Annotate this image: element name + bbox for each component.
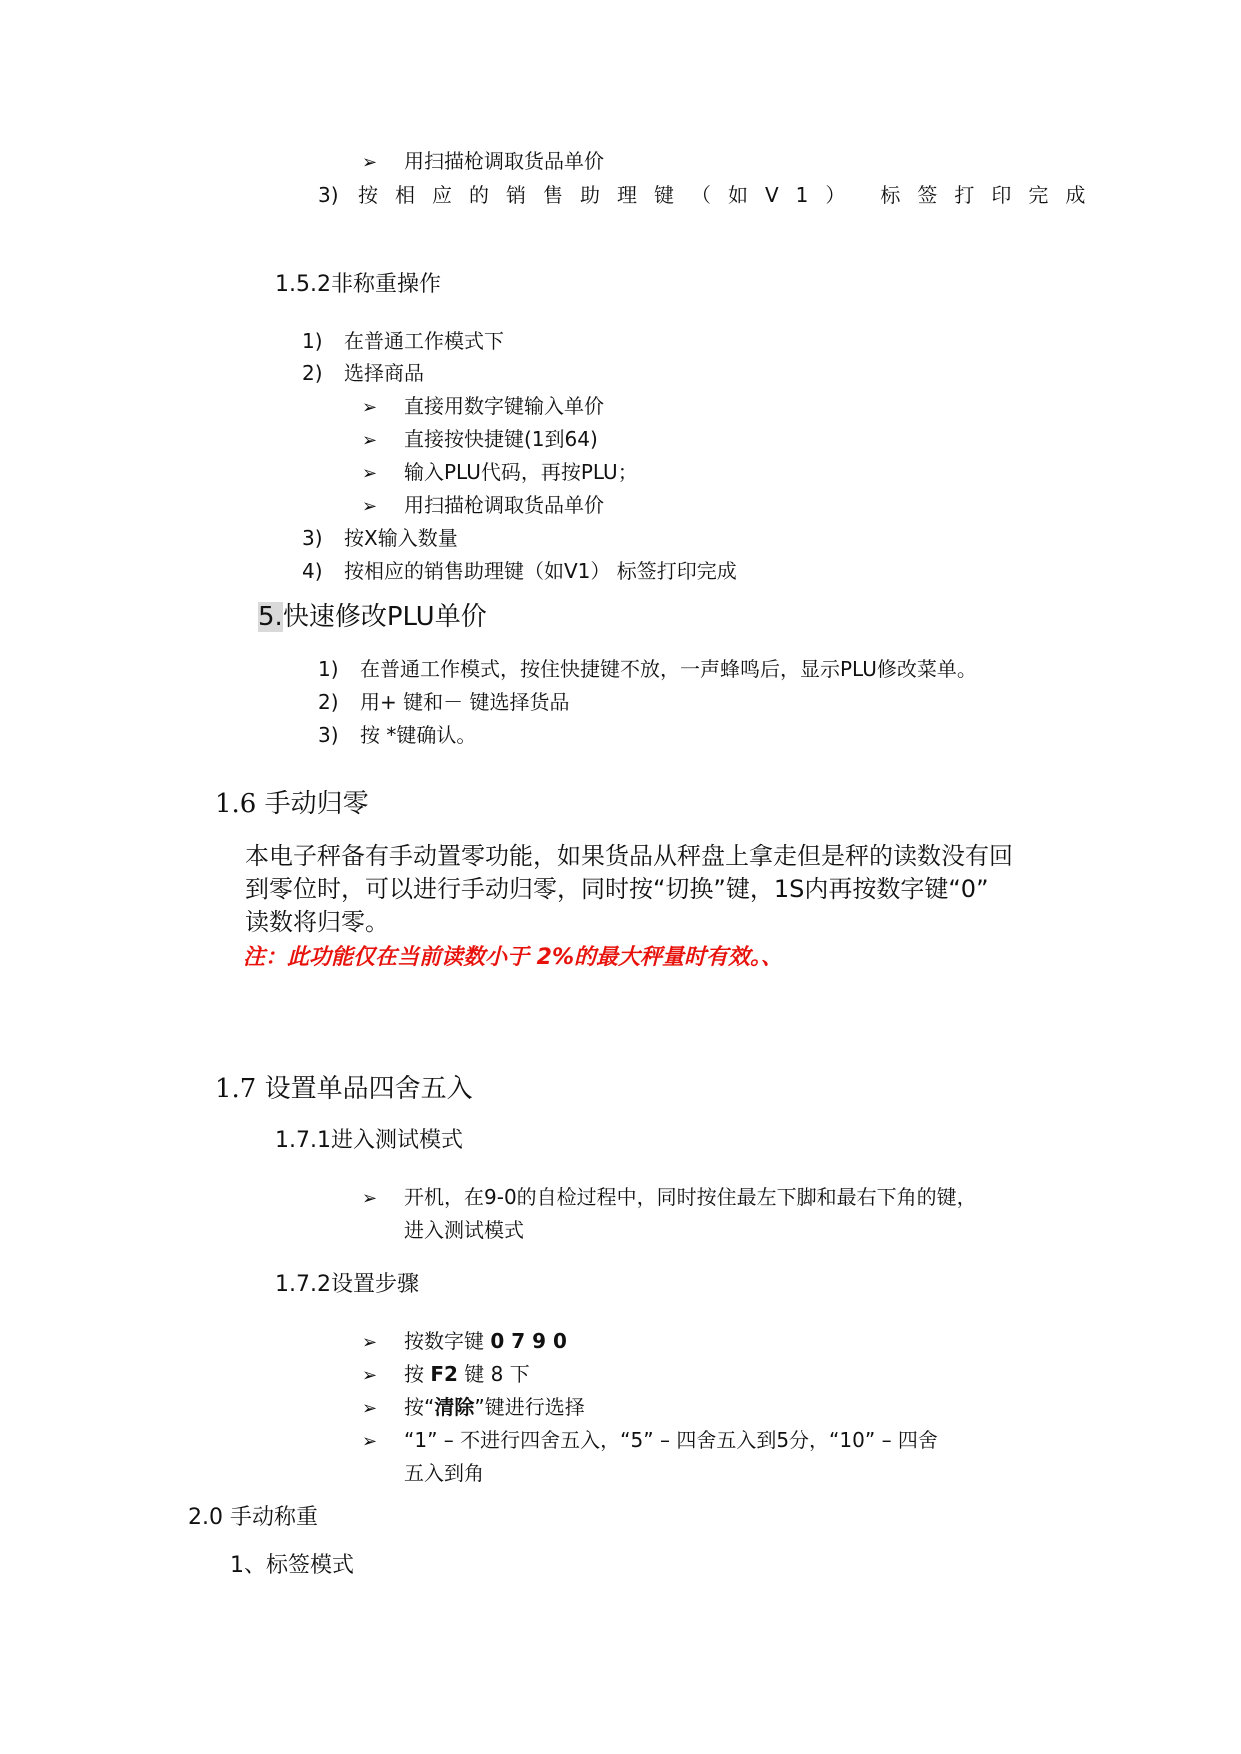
list-item: 4) 按相应的销售助理键（如V1） 标签打印完成 xyxy=(302,559,737,583)
heading-2-0: 2.0 手动称重 xyxy=(188,1505,318,1530)
list-item: ➢ “1” – 不进行四舍五入，“5” – 四舍五入到5分，“10” – 四舍 xyxy=(362,1428,938,1452)
list-item: ➢ 直接按快捷键(1到64) xyxy=(362,427,598,451)
note-warning: 注：此功能仅在当前读数小于 2%的最大秤量时有效。、 xyxy=(243,945,784,970)
list-item: ➢ 按“清除”键进行选择 xyxy=(362,1395,585,1419)
heading-1-7-1: 1.7.1进入测试模式 xyxy=(275,1128,463,1153)
list-item: ➢ 输入PLU代码，再按PLU； xyxy=(362,460,638,484)
arrow-bullet-icon: ➢ xyxy=(362,430,378,451)
arrow-bullet-icon: ➢ xyxy=(362,1365,378,1386)
paragraph-line: 读数将归零。 xyxy=(245,908,389,936)
paragraph-line: 到零位时，可以进行手动归零，同时按“切换”键，1S内再按数字键“0” xyxy=(245,875,989,903)
arrow-bullet-icon: ➢ xyxy=(362,152,378,173)
arrow-bullet-icon: ➢ xyxy=(362,1431,378,1452)
list-item: 3) 按X输入数量 xyxy=(302,526,458,550)
list-item: ➢ 直接用数字键输入单价 xyxy=(362,394,604,418)
arrow-bullet-icon: ➢ xyxy=(362,496,378,517)
list-item: 2) 选择商品 xyxy=(302,361,424,385)
list-item: 1) 在普通工作模式下 xyxy=(302,329,504,353)
list-item: ➢ 用扫描枪调取货品单价 xyxy=(362,493,604,517)
subheading-label-mode: 1、标签模式 xyxy=(230,1553,354,1578)
step-3-print: 3) 按相应的销售助理键（如V1） 标签打印完成 xyxy=(318,183,1103,207)
arrow-bullet-icon: ➢ xyxy=(362,397,378,418)
arrow-bullet-icon: ➢ xyxy=(362,1398,378,1419)
paragraph-line: 本电子秤备有手动置零功能，如果货品从秤盘上拿走但是秤的读数没有回 xyxy=(245,842,1013,870)
arrow-bullet-icon: ➢ xyxy=(362,1188,378,1209)
list-item: 3) 按 *键确认。 xyxy=(318,723,477,747)
list-item: ➢ 按 F2 键 8 下 xyxy=(362,1362,530,1386)
heading-1-6: 1.6 手动归零 xyxy=(215,789,369,819)
list-item: 2) 用+ 键和－ 键选择货品 xyxy=(318,690,570,714)
bullet-scan-price: ➢ 用扫描枪调取货品单价 xyxy=(362,149,604,173)
heading-5: 5.快速修改PLU单价 xyxy=(258,602,487,632)
arrow-bullet-icon: ➢ xyxy=(362,1332,378,1353)
list-item-continuation: 五入到角 xyxy=(404,1461,484,1485)
list-item: ➢ 按数字键 0 7 9 0 xyxy=(362,1329,567,1353)
arrow-bullet-icon: ➢ xyxy=(362,463,378,484)
heading-1-7-2: 1.7.2设置步骤 xyxy=(275,1272,419,1297)
list-item: 1) 在普通工作模式，按住快捷键不放，一声蜂鸣后，显示PLU修改菜单。 xyxy=(318,657,977,681)
list-item-continuation: 进入测试模式 xyxy=(404,1218,524,1242)
list-item: ➢ 开机，在9-0的自检过程中，同时按住最左下脚和最右下角的键， xyxy=(362,1185,977,1209)
heading-1-5-2: 1.5.2非称重操作 xyxy=(275,272,441,297)
heading-1-7: 1.7 设置单品四舍五入 xyxy=(215,1074,473,1104)
